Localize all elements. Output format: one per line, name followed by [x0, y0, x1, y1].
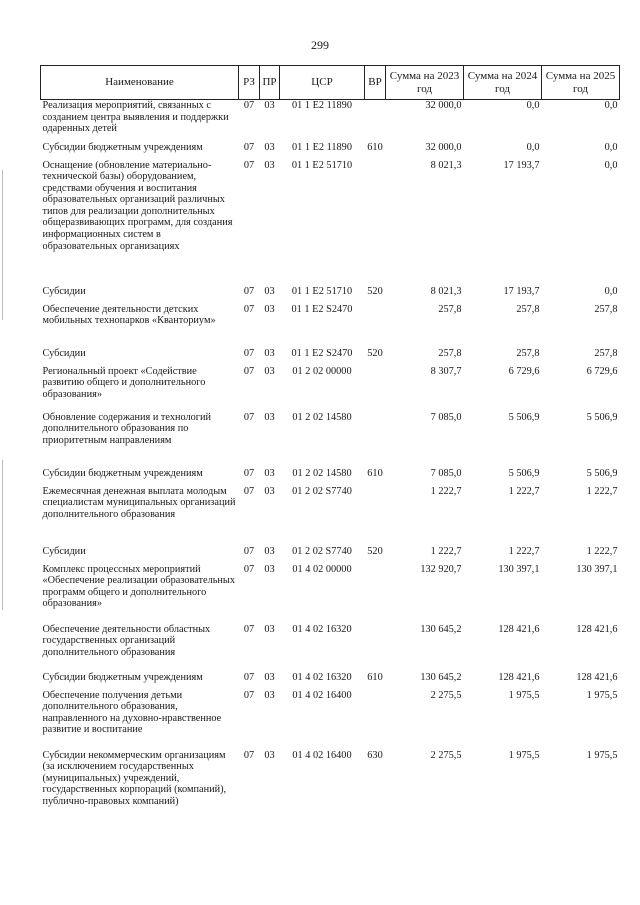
row-sum-2025: 0,0 — [604, 285, 618, 297]
row-sum-2024: 1 975,5 — [508, 689, 540, 701]
row-name: Субсидии — [42, 285, 86, 297]
row-sum-2024: 17 193,7 — [503, 285, 540, 297]
row-pr: 03 — [264, 467, 275, 479]
table-row — [41, 690, 620, 750]
row-sum-2023: 1 222,7 — [430, 545, 462, 557]
row-sum-2025: 128 421,6 — [576, 623, 618, 635]
row-rz: 07 — [243, 365, 255, 377]
row-sum-2023: 32 000,0 — [425, 100, 462, 111]
row-sum-2023: 2 275,5 — [430, 749, 462, 761]
row-csr: 01 4 02 16320 — [292, 671, 352, 683]
row-vr — [365, 486, 386, 546]
row-vr — [365, 100, 386, 142]
row-vr: 520 — [367, 545, 383, 557]
row-sum-2025: 257,8 — [594, 347, 618, 359]
row-vr — [365, 624, 386, 672]
table-row — [41, 348, 620, 366]
row-sum-2023: 8 021,3 — [430, 285, 462, 297]
row-name: Обеспечение деятельности областных государственных организаций дополнительного образования — [42, 623, 211, 658]
row-name: Обеспечение получения детьми дополнительного образования, направленного на духовно-нравственное развитие и воспитание — [42, 689, 222, 736]
table-row — [41, 672, 620, 690]
header-vr: ВР — [365, 66, 386, 100]
header-csr: ЦСР — [280, 66, 365, 100]
header-rz: РЗ — [239, 66, 260, 100]
row-name: Ежемесячная денежная выплата молодым специалистам муниципальных организаций дополнительного образования — [42, 485, 236, 520]
row-pr: 03 — [264, 563, 275, 575]
table-row — [41, 160, 620, 286]
table-row — [41, 142, 620, 160]
row-rz: 07 — [243, 563, 255, 575]
row-rz: 07 — [243, 545, 255, 557]
row-sum-2025: 1 222,7 — [586, 545, 618, 557]
page-edge-mark — [2, 460, 3, 610]
header-name: Наименование — [41, 66, 239, 100]
row-sum-2024: 1 222,7 — [508, 545, 540, 557]
table-row — [41, 100, 620, 142]
row-csr: 01 1 Е2 S2470 — [291, 347, 353, 359]
row-csr: 01 2 02 14580 — [292, 411, 352, 423]
row-sum-2024: 5 506,9 — [508, 467, 540, 479]
row-name: Субсидии — [42, 545, 86, 557]
row-csr: 01 4 02 16400 — [292, 689, 352, 701]
row-pr: 03 — [264, 347, 275, 359]
row-rz: 07 — [243, 100, 255, 111]
row-sum-2025: 1 975,5 — [586, 749, 618, 761]
row-name: Субсидии бюджетным учреждениям — [42, 467, 203, 479]
row-sum-2024: 0,0 — [526, 141, 540, 153]
row-csr: 01 1 Е2 S2470 — [291, 303, 353, 315]
row-csr: 01 2 02 00000 — [292, 365, 352, 377]
row-pr: 03 — [264, 671, 275, 683]
row-sum-2025: 0,0 — [604, 159, 618, 171]
row-sum-2023: 130 645,2 — [420, 671, 462, 683]
row-vr: 630 — [367, 749, 383, 761]
row-name: Субсидии некоммерческим организациям (за исключением государственных (муниципальных) учреждений, государственных корпораций (компаний), публично-правовых компаний) — [42, 749, 227, 807]
table-row — [41, 468, 620, 486]
table-row — [41, 366, 620, 408]
row-sum-2024: 130 397,1 — [498, 563, 540, 575]
table-row — [41, 286, 620, 304]
row-sum-2025: 0,0 — [604, 141, 618, 153]
row-sum-2025: 1 975,5 — [586, 689, 618, 701]
row-sum-2024: 6 729,6 — [508, 365, 540, 377]
table-row — [41, 486, 620, 546]
row-vr — [365, 408, 386, 468]
row-sum-2025: 257,8 — [594, 303, 618, 315]
row-vr: 520 — [367, 285, 383, 297]
row-sum-2023: 8 307,7 — [430, 365, 462, 377]
row-pr: 03 — [264, 749, 275, 761]
row-pr: 03 — [264, 485, 275, 497]
row-pr: 03 — [264, 159, 275, 171]
row-name: Субсидии — [42, 347, 86, 359]
row-pr: 03 — [264, 303, 275, 315]
header-sum-2025: Сумма на 2025 год — [542, 66, 620, 100]
row-csr: 01 4 02 16400 — [292, 749, 352, 761]
row-vr: 610 — [367, 467, 383, 479]
row-name: Обеспечение деятельности детских мобильных технопарков «Кванториум» — [42, 303, 216, 327]
table-row — [41, 546, 620, 564]
row-vr — [365, 690, 386, 750]
row-vr: 610 — [367, 141, 383, 153]
row-sum-2025: 6 729,6 — [586, 365, 618, 377]
row-csr: 01 1 Е2 51710 — [291, 285, 353, 297]
table-row — [41, 750, 620, 846]
row-pr: 03 — [264, 141, 275, 153]
row-rz: 07 — [243, 671, 255, 683]
row-sum-2025: 5 506,9 — [586, 467, 618, 479]
row-rz: 07 — [243, 141, 255, 153]
row-sum-2025: 5 506,9 — [586, 411, 618, 423]
header-sum-2024: Сумма на 2024 год — [464, 66, 542, 100]
row-vr: 610 — [367, 671, 383, 683]
row-rz: 07 — [243, 749, 255, 761]
row-pr: 03 — [264, 545, 275, 557]
row-sum-2024: 0,0 — [526, 100, 540, 111]
row-name: Оснащение (обновление материально-технической базы) оборудованием, средствами обучения и воспитания образовательных организаций различных типов для реализации дополнительных общеразвивающих программ, для создания информационных систем в образовательных организациях — [42, 159, 233, 252]
row-vr — [365, 564, 386, 624]
row-sum-2023: 7 085,0 — [430, 411, 462, 423]
row-sum-2024: 1 222,7 — [508, 485, 540, 497]
row-csr: 01 2 02 14580 — [292, 467, 352, 479]
row-sum-2023: 8 021,3 — [430, 159, 462, 171]
row-sum-2023: 1 222,7 — [430, 485, 462, 497]
page-edge-mark — [2, 170, 3, 320]
row-name: Региональный проект «Содействие развитию общего и дополнительного образования» — [42, 365, 206, 400]
row-rz: 07 — [243, 623, 255, 635]
table-row — [41, 624, 620, 672]
row-name: Комплекс процессных мероприятий «Обеспечение реализации образовательных программ общего и дополнительного образования» — [42, 563, 235, 610]
table-row — [41, 408, 620, 468]
row-vr — [365, 304, 386, 348]
row-sum-2023: 257,8 — [438, 303, 462, 315]
row-pr: 03 — [264, 411, 275, 423]
row-rz: 07 — [243, 485, 255, 497]
row-name: Обновление содержания и технологий дополнительного образования по приоритетным направлениям — [42, 411, 212, 446]
row-csr: 01 1 Е2 51710 — [291, 159, 353, 171]
row-rz: 07 — [243, 689, 255, 701]
row-sum-2023: 130 645,2 — [420, 623, 462, 635]
row-vr — [365, 160, 386, 286]
row-pr: 03 — [264, 689, 275, 701]
row-rz: 07 — [243, 467, 255, 479]
row-sum-2025: 1 222,7 — [586, 485, 618, 497]
row-csr: 01 1 Е2 11890 — [292, 141, 352, 153]
header-pr: ПР — [260, 66, 280, 100]
row-pr: 03 — [264, 285, 275, 297]
row-sum-2024: 5 506,9 — [508, 411, 540, 423]
row-sum-2024: 1 975,5 — [508, 749, 540, 761]
row-sum-2023: 132 920,7 — [420, 563, 462, 575]
table-header-row — [41, 66, 620, 100]
row-rz: 07 — [243, 285, 255, 297]
row-sum-2025: 0,0 — [604, 100, 618, 111]
row-name: Субсидии бюджетным учреждениям — [42, 141, 203, 153]
row-sum-2024: 128 421,6 — [498, 671, 540, 683]
row-pr: 03 — [264, 365, 275, 377]
row-pr: 03 — [264, 100, 275, 111]
row-csr: 01 2 02 S7740 — [292, 485, 352, 497]
row-sum-2023: 32 000,0 — [425, 141, 462, 153]
row-pr: 03 — [264, 623, 275, 635]
page-number: 299 — [311, 38, 329, 52]
row-sum-2023: 7 085,0 — [430, 467, 462, 479]
row-sum-2024: 17 193,7 — [503, 159, 540, 171]
table-row — [41, 304, 620, 348]
row-name: Реализация мероприятий, связанных с созданием центра выявления и поддержки одаренных детей — [42, 100, 229, 135]
row-sum-2025: 130 397,1 — [576, 563, 618, 575]
row-csr: 01 1 Е2 11890 — [292, 100, 352, 111]
row-rz: 07 — [243, 303, 255, 315]
row-csr: 01 4 02 16320 — [292, 623, 352, 635]
row-csr: 01 2 02 S7740 — [292, 545, 352, 557]
row-csr: 01 4 02 00000 — [292, 563, 352, 575]
row-sum-2024: 257,8 — [516, 303, 540, 315]
row-sum-2023: 2 275,5 — [430, 689, 462, 701]
row-sum-2025: 128 421,6 — [576, 671, 618, 683]
budget-table — [40, 65, 620, 846]
row-rz: 07 — [243, 411, 255, 423]
row-sum-2024: 128 421,6 — [498, 623, 540, 635]
row-vr: 520 — [367, 347, 383, 359]
header-sum-2023: Сумма на 2023 год — [386, 66, 464, 100]
row-sum-2024: 257,8 — [516, 347, 540, 359]
row-name: Субсидии бюджетным учреждениям — [42, 671, 203, 683]
row-rz: 07 — [243, 347, 255, 359]
row-sum-2023: 257,8 — [438, 347, 462, 359]
row-vr — [365, 366, 386, 408]
row-rz: 07 — [243, 159, 255, 171]
table-row — [41, 564, 620, 624]
